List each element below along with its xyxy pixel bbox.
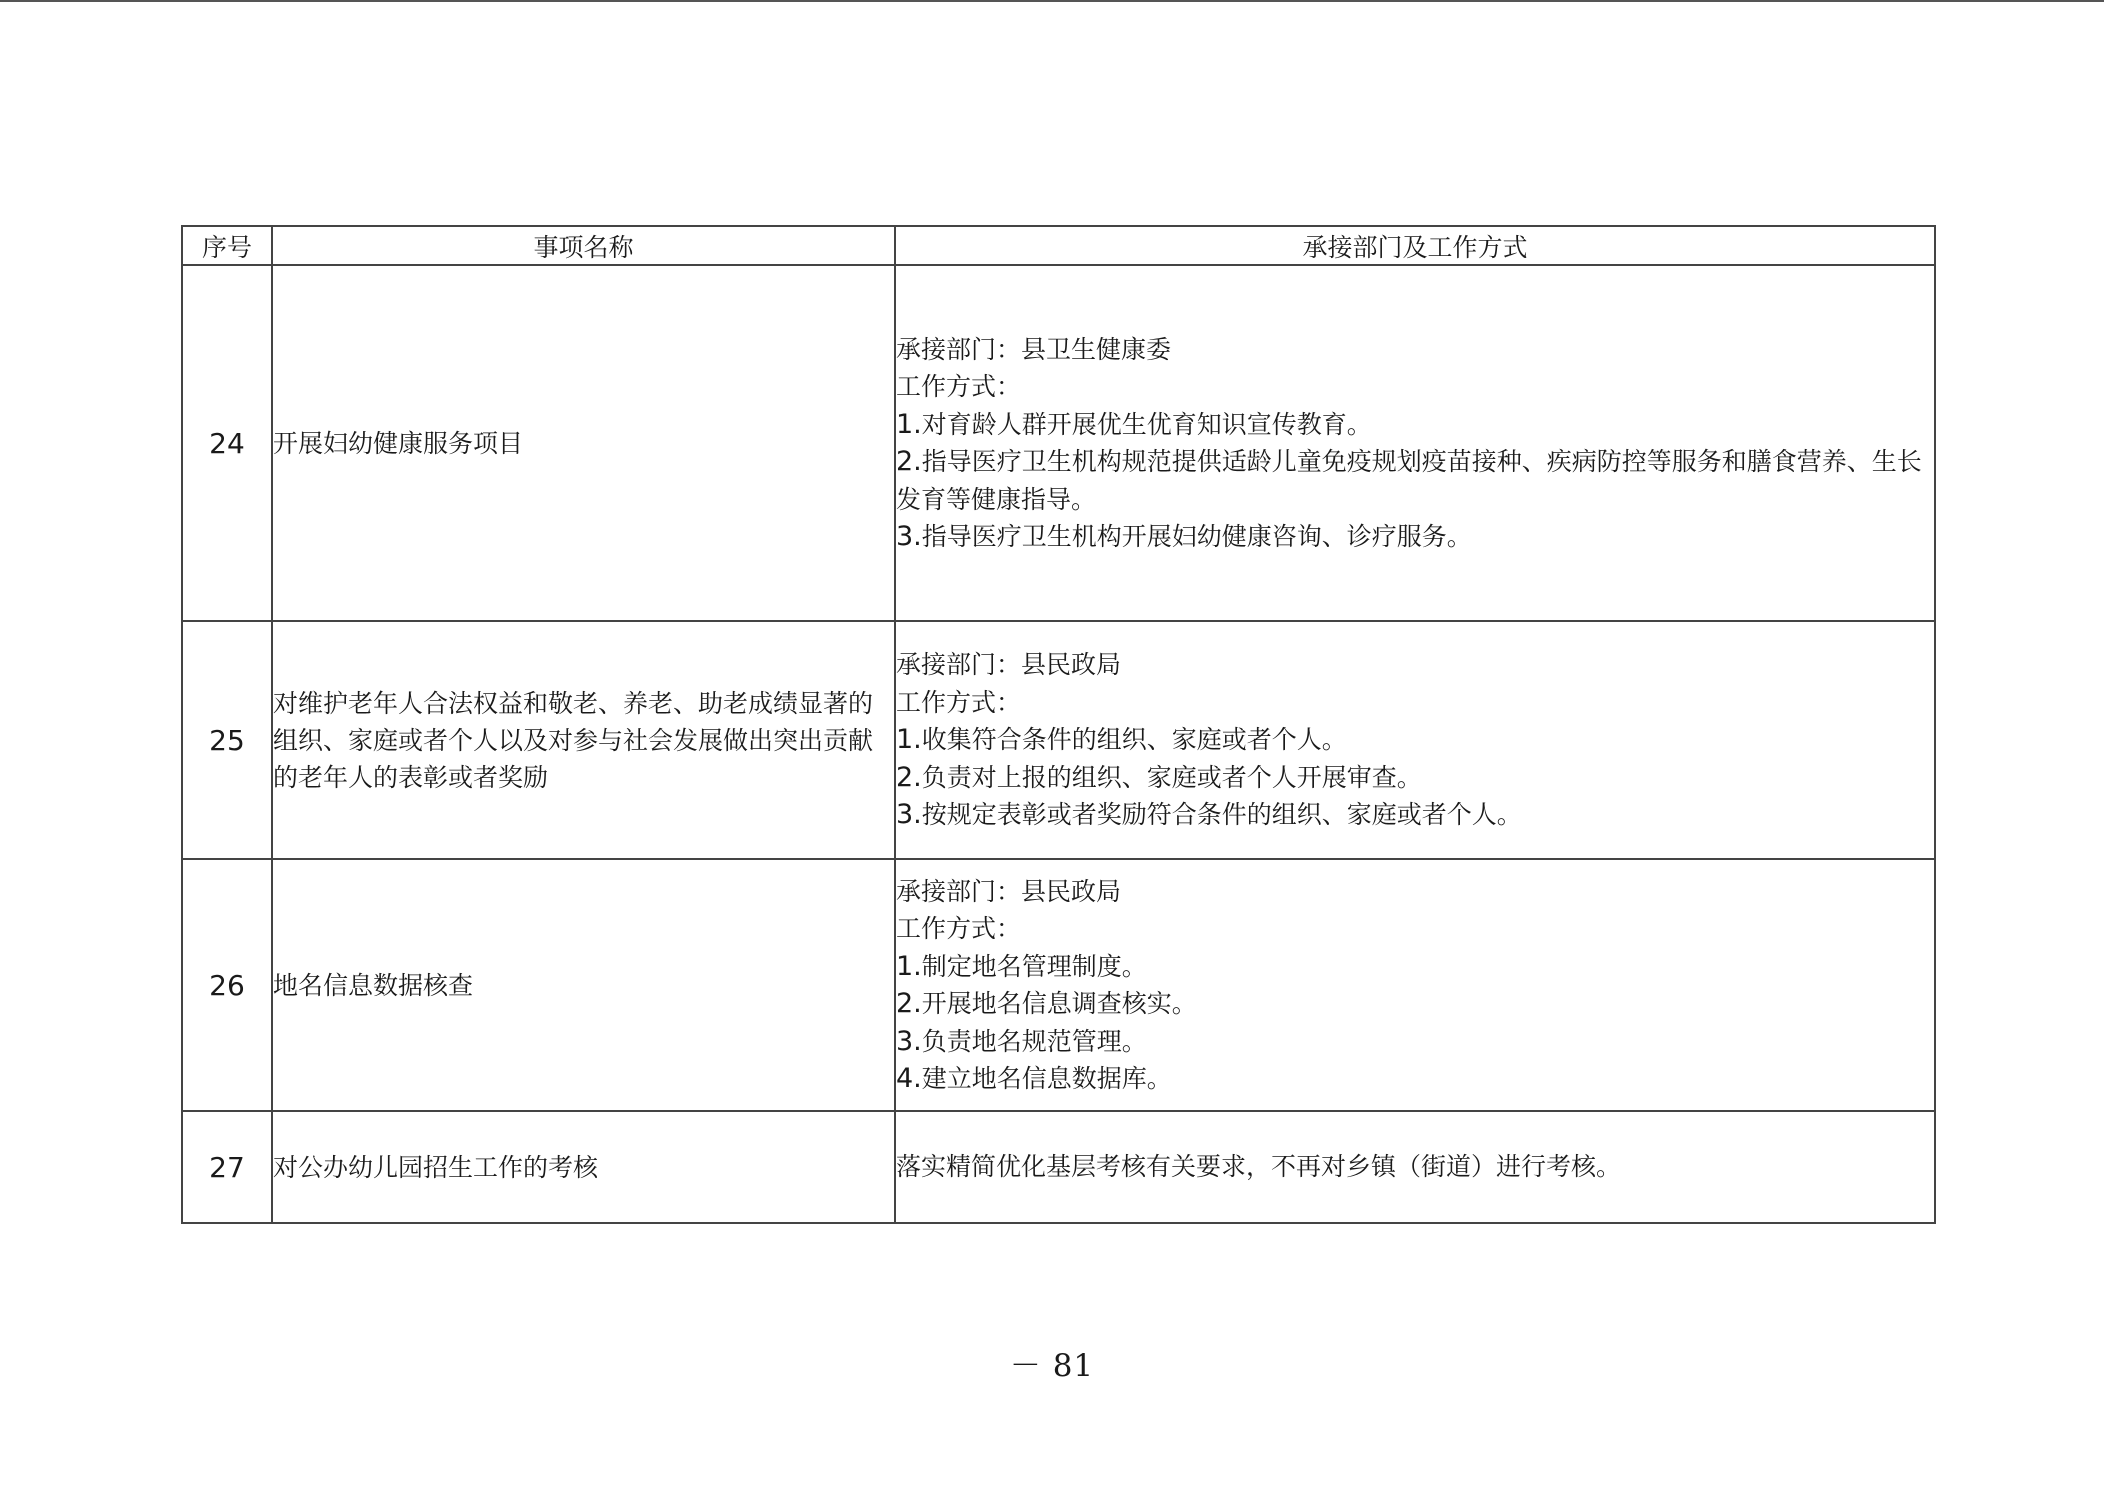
step-number: 4. xyxy=(896,1063,922,1094)
top-border-line xyxy=(0,0,2104,2)
step-text: 按规定表彰或者奖励符合条件的组织、家庭或者个人。 xyxy=(921,800,1522,830)
row-number: 25 xyxy=(182,621,272,859)
step-number: 2. xyxy=(896,988,922,1019)
step-text: 指导医疗卫生机构开展妇幼健康咨询、诊疗服务。 xyxy=(921,522,1472,551)
item-name: 对维护老年人合法权益和敬老、养老、助老成绩显著的组织、家庭或者个人以及对参与社会发展做出突出贡献的老年人的表彰或者奖励 xyxy=(272,621,895,859)
dept-line: 承接部门：县民政局 xyxy=(896,650,1122,680)
step-number: 1. xyxy=(896,950,922,982)
step-number: 2. xyxy=(896,761,922,793)
header-seq: 序号 xyxy=(182,226,272,265)
table-row xyxy=(182,265,1935,621)
step-text: 负责对上报的组织、家庭或者个人开展审查。 xyxy=(921,762,1422,792)
method-note: 落实精简优化基层考核有关要求，不再对乡镇（街道）进行考核。 xyxy=(896,1152,1622,1182)
step-number: 1. xyxy=(896,408,922,440)
step-number: 3. xyxy=(896,521,922,552)
dept-method-cell xyxy=(895,859,1935,1111)
header-dept-method: 承接部门及工作方式 xyxy=(895,226,1935,265)
method-label: 工作方式： xyxy=(896,372,1022,401)
method-step xyxy=(896,518,1934,556)
method-step xyxy=(896,1060,1934,1098)
method-step xyxy=(896,406,1934,444)
table-row xyxy=(182,859,1935,1111)
dept-method-cell xyxy=(895,265,1935,621)
method-step xyxy=(896,796,1934,834)
method-step xyxy=(896,1023,1934,1061)
dept-method-cell xyxy=(895,621,1935,859)
method-label: 工作方式： xyxy=(896,914,1022,943)
step-text: 对育龄人群开展优生优育知识宣传教育。 xyxy=(921,409,1372,439)
step-text: 开展地名信息调查核实。 xyxy=(921,989,1197,1018)
page-number: － 81 xyxy=(1009,1348,1095,1384)
item-name: 地名信息数据核查 xyxy=(272,859,895,1111)
item-name: 开展妇幼健康服务项目 xyxy=(272,265,895,621)
step-number: 2. xyxy=(896,446,922,477)
method-label: 工作方式： xyxy=(896,687,1022,717)
method-step xyxy=(896,985,1934,1023)
dept-line: 承接部门：县民政局 xyxy=(896,876,1122,906)
row-number: 27 xyxy=(182,1111,272,1223)
row-number: 26 xyxy=(182,859,272,1111)
table-header-row xyxy=(182,226,1935,265)
step-text: 制定地名管理制度。 xyxy=(921,951,1147,981)
step-text: 负责地名规范管理。 xyxy=(921,1026,1147,1056)
dept-line: 承接部门：县卫生健康委 xyxy=(896,334,1172,364)
method-step xyxy=(896,443,1934,518)
table-row xyxy=(182,1111,1935,1223)
step-number: 3. xyxy=(896,799,922,831)
header-item-name: 事项名称 xyxy=(272,226,895,265)
method-step xyxy=(896,948,1934,986)
table-row xyxy=(182,621,1935,859)
method-step xyxy=(896,759,1934,797)
step-number: 3. xyxy=(896,1025,922,1057)
dept-method-cell xyxy=(895,1111,1935,1223)
method-step xyxy=(896,721,1934,759)
step-text: 建立地名信息数据库。 xyxy=(921,1064,1172,1093)
step-number: 1. xyxy=(896,724,922,756)
item-name: 对公办幼儿园招生工作的考核 xyxy=(272,1111,895,1223)
step-text: 收集符合条件的组织、家庭或者个人。 xyxy=(921,725,1347,755)
items-table xyxy=(181,225,1936,1224)
row-number: 24 xyxy=(182,265,272,621)
step-text: 指导医疗卫生机构规范提供适龄儿童免疫规划疫苗接种、疾病防控等服务和膳食营养、生长发育等健康指导。 xyxy=(896,447,1922,514)
